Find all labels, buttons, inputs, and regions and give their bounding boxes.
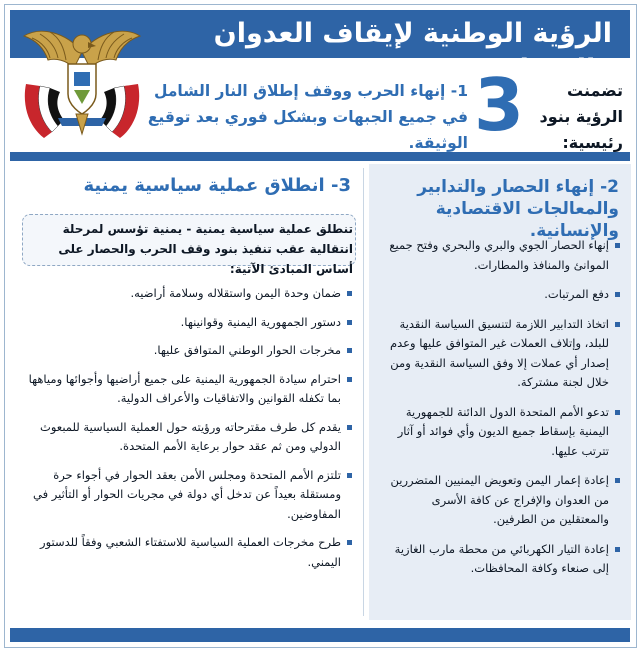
- list-item: دستور الجمهورية اليمنية وقوانينها.: [23, 313, 353, 333]
- list-item: اتخاذ التدابير اللازمة لتنسيق السياسة النقدية للبلد، وإتلاف العملات غير المتوافق عليها وعدم إصدار أي عملات إلا وفق السياسة النقدية ومن خلال لجنة مشتركة.: [383, 315, 621, 393]
- divider-band: [10, 152, 630, 161]
- main-points-number: 3: [473, 63, 525, 147]
- intro-label: تضمنت الرؤية بنود رئيسية:: [539, 81, 623, 152]
- footer-bar: [10, 628, 630, 642]
- page-title: الرؤية الوطنية لإيقاف العدوان والحصار: [213, 18, 612, 85]
- list-item: ضمان وحدة اليمن واستقلاله وسلامة أراضيه.: [23, 284, 353, 304]
- list-item: إنهاء الحصار الجوي والبري والبحري وفتح جميع الموانئ والمنافذ والمطارات.: [383, 236, 621, 275]
- column-divider: [363, 168, 364, 616]
- point-1-text: 1- إنهاء الحرب ووقف إطلاق النار الشامل في جميع الجبهات وبشكل فوري بعد توقيع الوثيقة.: [147, 82, 468, 152]
- section-3-heading: 3- انطلاق عملية سياسية يمنية: [83, 175, 351, 196]
- list-item: إعادة إعمار اليمن وتعويض اليمنيين المتضررين من العدوان والإفراج عن كافة الأسرى والمعتقلين من الطرفين.: [383, 471, 621, 530]
- list-item: يقدم كل طرف مقترحاته ورؤيته حول العملية السياسية للمبعوث الدولي ومن ثم عقد حوار برعاية الأمم المتحدة.: [23, 418, 353, 457]
- list-item: احترام سيادة الجمهورية اليمنية على جميع أراضيها وأجوائها ومياهها بما تكفله القوانين والاتفاقيات والأعراف الدولية.: [23, 370, 353, 409]
- section-2-list: [383, 236, 621, 589]
- list-item: دفع المرتبات.: [383, 285, 621, 305]
- list-item: إعادة التيار الكهربائي من محطة مارب الغازية إلى صنعاء وكافة المحافظات.: [383, 540, 621, 579]
- section-3-intro-text: تنطلق عملية سياسية يمنية - يمنية تؤسس لمرحلة انتقالية عقب تنفيذ بنود وقف الحرب والحصار على أساس المبادئ الآتية:: [58, 222, 353, 276]
- list-item: طرح مخرجات العملية السياسية للاستفتاء الشعبي وفقاً للدستور اليمني.: [23, 533, 353, 572]
- section-2-heading: 2- إنهاء الحصار والتدابير والمعالجات الاقتصادية والإنسانية.: [417, 177, 619, 241]
- list-item: تلتزم الأمم المتحدة ومجلس الأمن بعقد الحوار في أجواء حرة ومستقلة بعيداً عن تدخل أي دولة في مجريات الحوار أو التأثير في المفاوضين.: [23, 466, 353, 525]
- list-item: مخرجات الحوار الوطني المتوافق عليها.: [23, 341, 353, 361]
- eagle-emblem-icon: [18, 14, 146, 148]
- list-item: تدعو الأمم المتحدة الدول الدائنة للجمهورية اليمنية بإسقاط جميع الديون وأي فوائد أو آثار تترتب عليها.: [383, 403, 621, 462]
- section-3-list: [23, 284, 353, 581]
